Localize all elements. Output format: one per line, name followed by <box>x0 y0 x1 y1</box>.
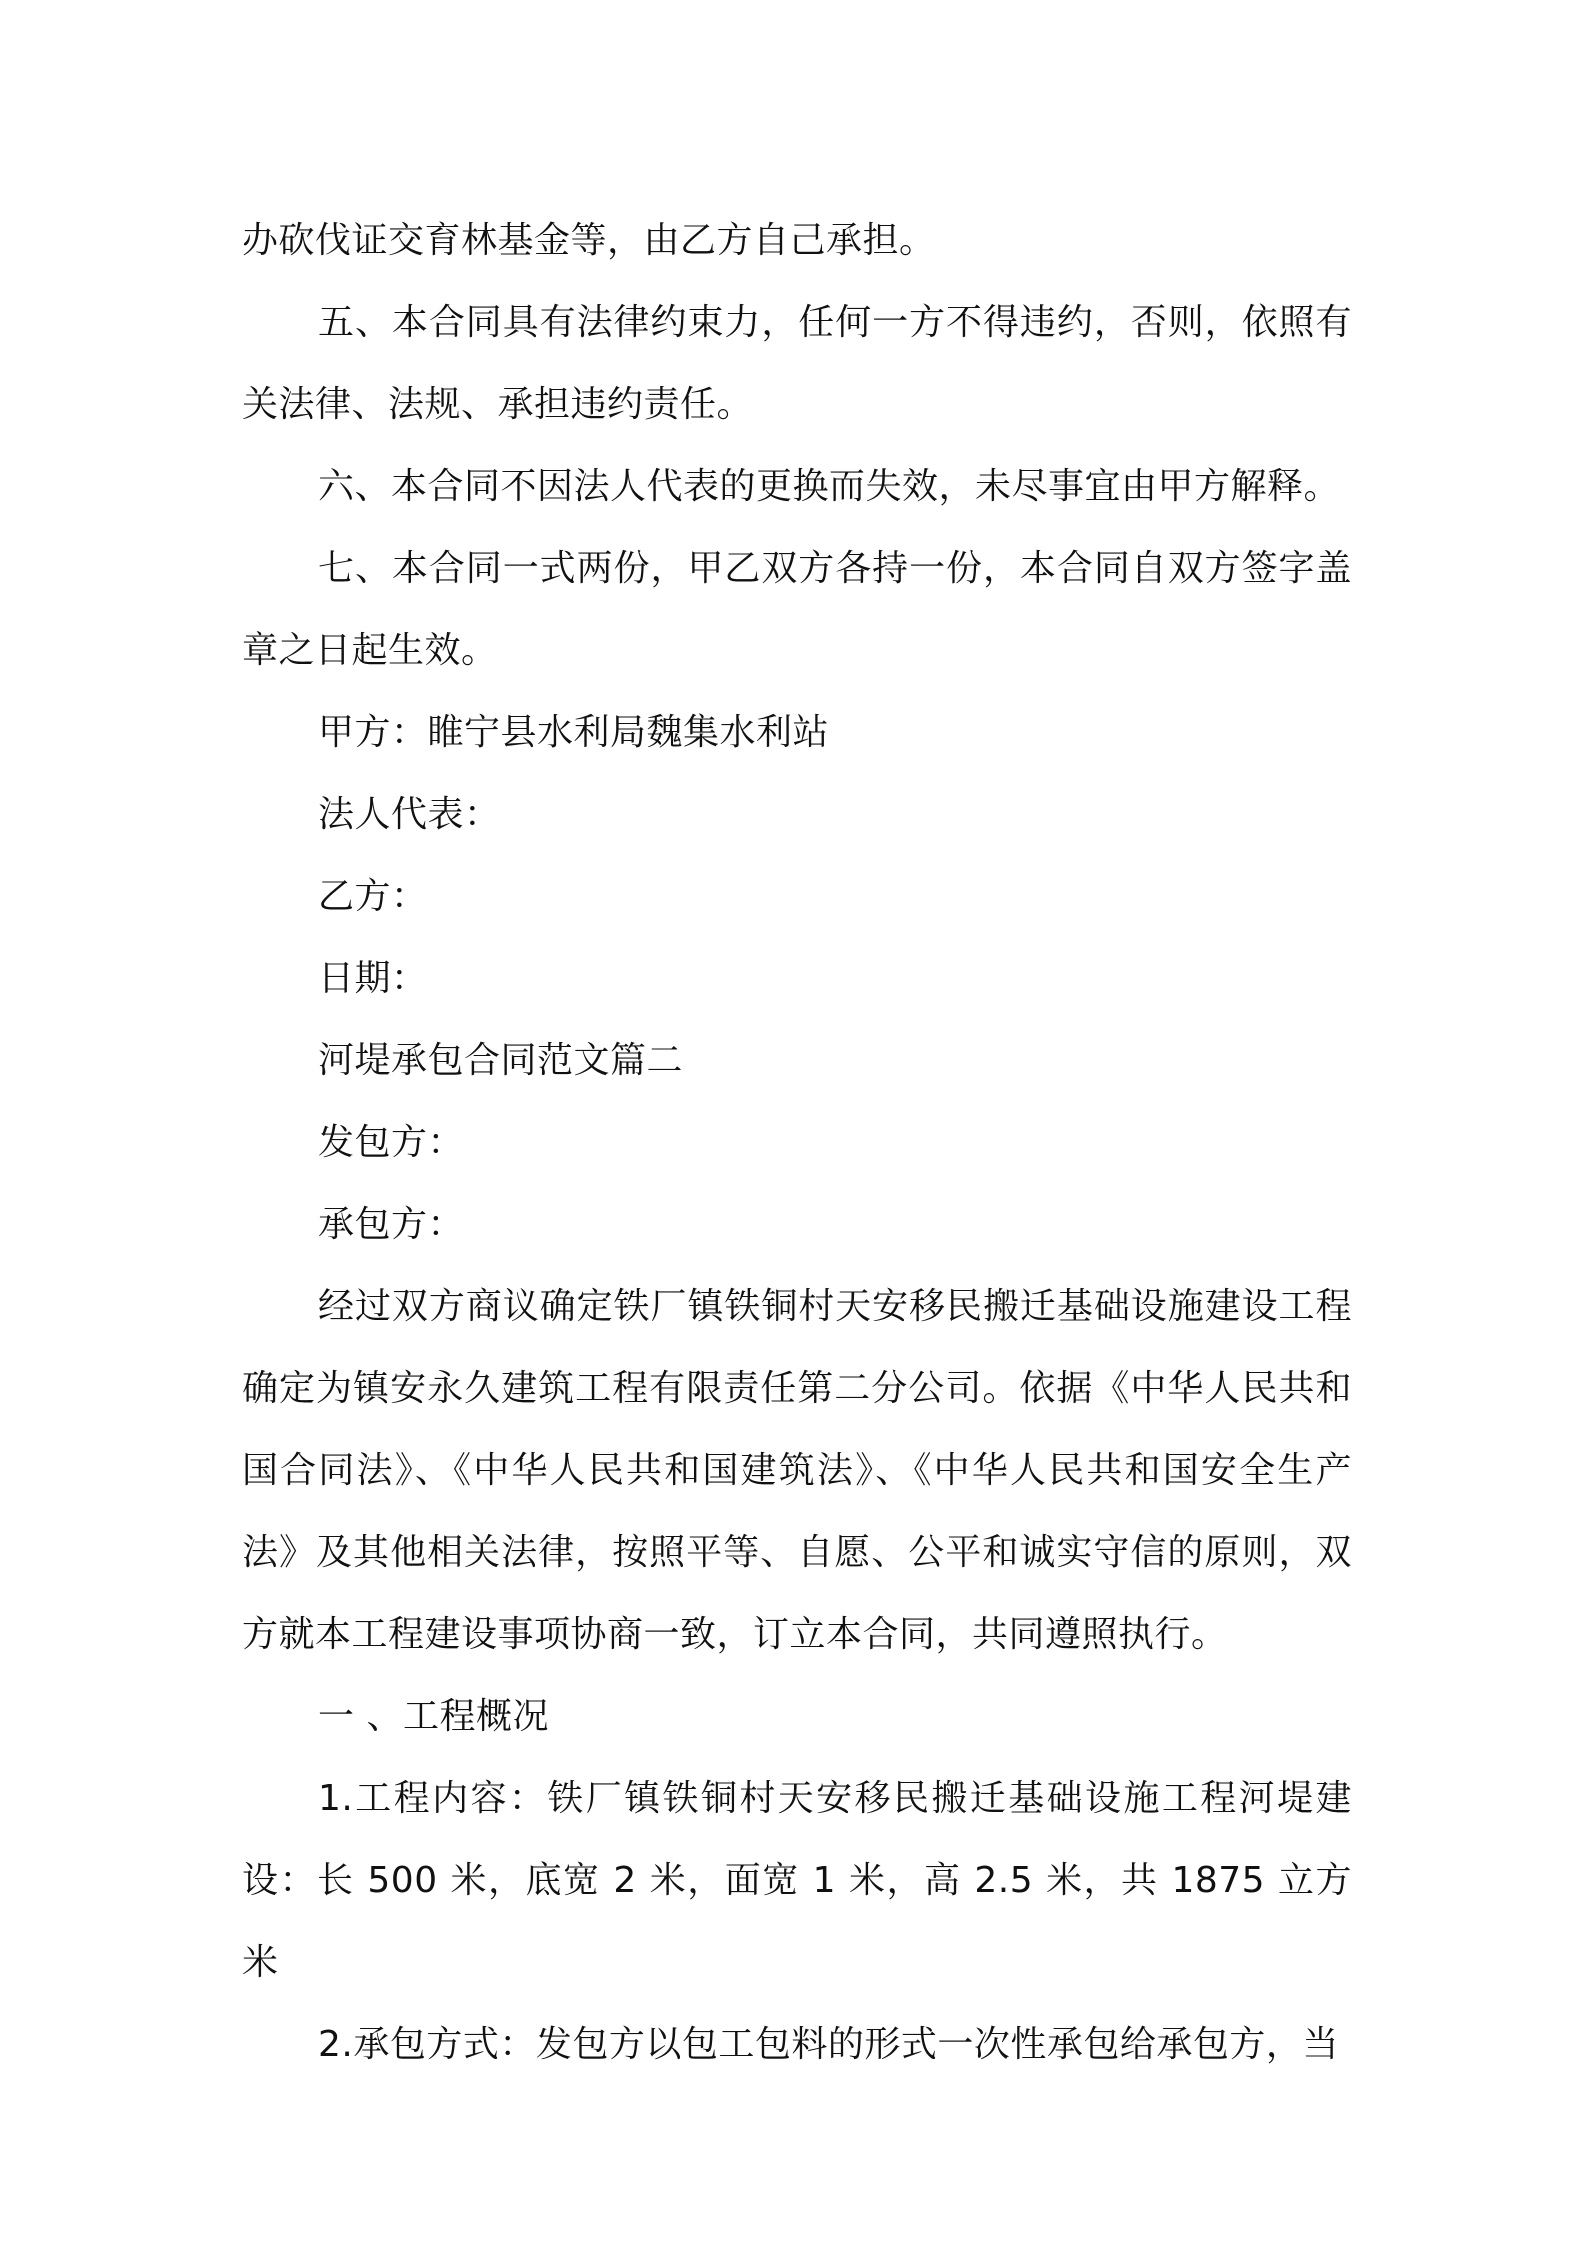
heading-project-overview: 一 、工程概况 <box>318 1696 549 1737</box>
paragraph-1: 办砍伐证交育林基金等，由乙方自己承担。 <box>242 220 936 261</box>
paragraph-clause-5: 五、本合同具有法律约束力，任何一方不得违约，否则，依照有关法律、法规、承担违约责任。 <box>242 302 1352 425</box>
section-title-2: 河堤承包合同范文篇二 <box>318 1040 684 1081</box>
party-a-line: 甲方：睢宁县水利局魏集水利站 <box>318 712 830 753</box>
legal-representative-line: 法人代表： <box>318 794 501 835</box>
item-project-content: 1.工程内容：铁厂镇铁铜村天安移民搬迁基础设施工程河堤建设：长 500 米，底宽 2 米，面宽 1 米，高 2.5 米，共 1875 立方米 <box>242 1778 1352 1983</box>
paragraph-clause-6: 六、本合同不因法人代表的更换而失效，未尽事宜由甲方解释。 <box>318 466 1341 507</box>
contractor-line: 承包方： <box>318 1204 465 1245</box>
document-body <box>242 200 1352 2086</box>
employer-line: 发包方： <box>318 1122 465 1163</box>
item-contract-method: 2.承包方式：发包方以包工包料的形式一次性承包给承包方，当 <box>318 2024 1339 2065</box>
paragraph-clause-7: 七、本合同一式两份，甲乙双方各持一份，本合同自双方签字盖章之日起生效。 <box>242 548 1352 671</box>
date-line: 日期： <box>318 958 428 999</box>
party-b-line: 乙方： <box>318 876 428 917</box>
preamble-paragraph: 经过双方商议确定铁厂镇铁铜村天安移民搬迁基础设施建设工程确定为镇安永久建筑工程有限责任第二分公司。依据《中华人民共和国合同法》、《中华人民共和国建筑法》、《中华人民共和国安全生产法》及其他相关法律，按照平等、自愿、公平和诚实守信的原则，双方就本工程建设事项协商一致，订立本合同，共同遵照执行。 <box>242 1286 1352 1655</box>
